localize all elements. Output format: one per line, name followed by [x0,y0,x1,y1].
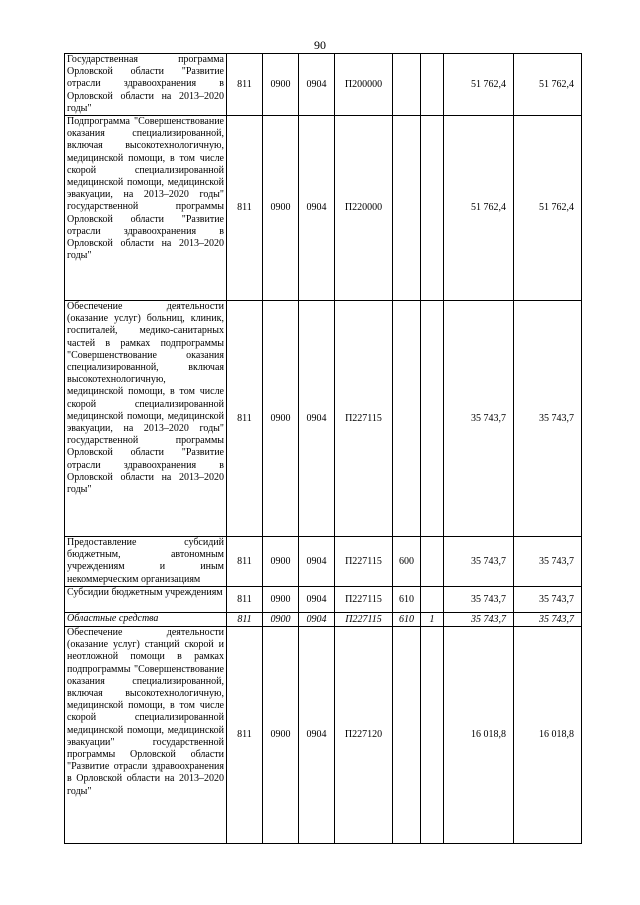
cell-code4: П227115 [335,613,393,627]
cell-code1: 811 [227,301,263,537]
cell-value2: 35 743,7 [514,587,582,613]
cell-code2: 0900 [263,301,299,537]
cell-code2: 0900 [263,54,299,116]
cell-code1: 811 [227,627,263,844]
cell-value2: 35 743,7 [514,301,582,537]
cell-value1: 35 743,7 [444,301,514,537]
table-row [65,587,582,613]
cell-code3: 0904 [299,116,335,301]
cell-code4: П227115 [335,301,393,537]
cell-code3: 0904 [299,613,335,627]
cell-code4: П227115 [335,537,393,587]
row-name: Предоставление субсидий бюджетным, автономным учреждениям и иным некоммерческим организациям [65,537,227,587]
table-row [65,54,582,116]
cell-value1: 51 762,4 [444,116,514,301]
row-name: Областные средства [65,613,227,627]
cell-value2: 51 762,4 [514,116,582,301]
budget-table [64,53,582,844]
cell-code6 [421,116,444,301]
row-name: Государственная программа Орловской области "Развитие отрасли здравоохранения в Орловской области на 2013–2020 годы" [65,54,227,116]
cell-code3: 0904 [299,54,335,116]
cell-value1: 35 743,7 [444,587,514,613]
cell-code5: 600 [393,537,421,587]
cell-code5: 610 [393,613,421,627]
cell-code5: 610 [393,587,421,613]
row-name: Субсидии бюджетным учреждениям [65,587,227,613]
table-row [65,613,582,627]
table-row [65,627,582,844]
table-row [65,116,582,301]
table-row [65,301,582,537]
cell-code2: 0900 [263,116,299,301]
cell-code6: 1 [421,613,444,627]
cell-code1: 811 [227,116,263,301]
cell-code2: 0900 [263,587,299,613]
cell-code6 [421,627,444,844]
row-name: Обеспечение деятельности (оказание услуг) больниц, клиник, госпиталей, медико-санитарных частей в рамках подпрограммы "Совершенствование оказания специализированной, включая высокотехнологичную, медицинской помощи, в том числе скорой специализированной медицинской помощи, медицинской эвакуации, на 2013–2020 годы" государственной программы Орловской области "Развитие отрасли здравоохранения в Орловской области на 2013–2020 годы" [65,301,227,537]
cell-value1: 35 743,7 [444,537,514,587]
cell-code6 [421,301,444,537]
cell-code3: 0904 [299,627,335,844]
cell-code2: 0900 [263,627,299,844]
cell-code1: 811 [227,613,263,627]
cell-value2: 35 743,7 [514,537,582,587]
page-number: 90 [314,38,326,52]
cell-code4: П220000 [335,116,393,301]
cell-value1: 16 018,8 [444,627,514,844]
cell-value2: 51 762,4 [514,54,582,116]
cell-value1: 51 762,4 [444,54,514,116]
cell-code5 [393,54,421,116]
cell-code5 [393,301,421,537]
cell-code2: 0900 [263,537,299,587]
row-name: Подпрограмма "Совершенствование оказания специализированной, включая высокотехнологичную, медицинской помощи, в том числе скорой специализированной медицинской помощи, медицинской эвакуации, на 2013–2020 годы" государственной программы Орловской области "Развитие отрасли здравоохранения в Орловской области на 2013–2020 годы" [65,116,227,301]
cell-value2: 35 743,7 [514,613,582,627]
cell-code1: 811 [227,537,263,587]
cell-code6 [421,54,444,116]
cell-code3: 0904 [299,537,335,587]
cell-code6 [421,537,444,587]
cell-code2: 0900 [263,613,299,627]
cell-value2: 16 018,8 [514,627,582,844]
table-row [65,537,582,587]
cell-code3: 0904 [299,587,335,613]
cell-code5 [393,627,421,844]
cell-code4: П227120 [335,627,393,844]
cell-code1: 811 [227,54,263,116]
cell-code3: 0904 [299,301,335,537]
cell-code1: 811 [227,587,263,613]
cell-code6 [421,587,444,613]
cell-value1: 35 743,7 [444,613,514,627]
cell-code5 [393,116,421,301]
cell-code4: П227115 [335,587,393,613]
cell-code4: П200000 [335,54,393,116]
row-name: Обеспечение деятельности (оказание услуг) станций скорой и неотложной помощи в рамках подпрограммы "Совершенствование оказания специализированной, включая высокотехнологичную, медицинской помощи, в том числе скорой специализированной медицинской помощи, медицинской эвакуации" государственной программы Орловской области "Развитие отрасли здравоохранения в Орловской области на 2013–2020 годы" [65,627,227,844]
